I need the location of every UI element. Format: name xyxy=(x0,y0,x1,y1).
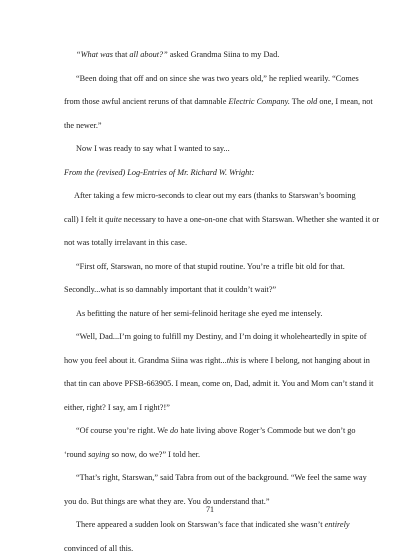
text-line xyxy=(64,372,358,396)
text-run: that xyxy=(113,50,130,59)
text-run: There appeared a sudden look on Starswan’s face that indicated she wasn’t xyxy=(76,520,325,529)
text-line xyxy=(64,255,358,279)
text-run: “Well, Dad...I’m going to fulfill my Destiny, and I’m doing it wholeheartedly in spite of xyxy=(76,332,366,341)
text-run: one, I mean, not xyxy=(317,97,372,106)
text-run: hate living above Roger’s Commode but we don’t go xyxy=(178,426,355,435)
italic-text: was xyxy=(100,50,113,59)
body-text xyxy=(64,43,358,560)
text-line xyxy=(64,208,358,232)
section-heading xyxy=(64,161,358,185)
text-run: the newer.” xyxy=(64,121,102,130)
text-line xyxy=(64,396,358,420)
text-line xyxy=(64,349,358,373)
text-run: asked Grandma Siina to my Dad. xyxy=(168,50,280,59)
text-run: convinced of all this. xyxy=(64,544,133,553)
italic-text: From the (revised) Log-Entries of Mr. Richard W. Wright: xyxy=(64,168,254,177)
text-run: from those awful ancient reruns of that damnable xyxy=(64,97,228,106)
text-run: “Been doing that off and on since she was two years old,” he replied wearily. “Comes xyxy=(76,74,359,83)
italic-text: Electric Company. xyxy=(228,97,289,106)
italic-text: quite xyxy=(105,215,122,224)
italic-text: all about?” xyxy=(129,50,167,59)
text-line xyxy=(64,325,358,349)
text-run: As befitting the nature of her semi-felinoid heritage she eyed me intensely. xyxy=(76,309,322,318)
text-run: Now I was ready to say what I wanted to say... xyxy=(76,144,230,153)
text-run: either, right? I say, am I right?!” xyxy=(64,403,170,412)
text-line xyxy=(64,231,358,255)
text-run: how you feel about it. Grandma Siina was right... xyxy=(64,356,227,365)
italic-text: saying xyxy=(88,450,110,459)
text-run: “That’s right, Starswan,” said Tabra from out of the background. “We feel the same way xyxy=(76,473,367,482)
italic-text: do xyxy=(170,426,178,435)
text-run: not was totally irrelavant in this case. xyxy=(64,238,187,247)
text-line xyxy=(64,90,358,114)
italic-text: old xyxy=(307,97,318,106)
text-run: The xyxy=(290,97,307,106)
italic-text: entirely xyxy=(325,520,350,529)
text-line xyxy=(64,302,358,326)
text-run: you do. But things are what they are. You do understand that.” xyxy=(64,497,270,506)
text-run: is where I belong, not hanging about in xyxy=(239,356,370,365)
text-line xyxy=(64,513,358,537)
text-run: that tin can above PFSB-663905. I mean, come on, Dad, admit it. You and Mom can’t stand it xyxy=(64,379,373,388)
text-run: necessary to have a one-on-one chat with Starswan. Whether she wanted it or xyxy=(122,215,379,224)
italic-text: “What xyxy=(76,50,100,59)
text-line xyxy=(64,67,358,91)
text-line xyxy=(64,43,358,67)
text-run: Secondly...what is so damnably important that it couldn’t wait?” xyxy=(64,285,276,294)
page-number: 71 xyxy=(0,505,420,514)
text-run: “Of course you’re right. We xyxy=(76,426,170,435)
text-run: so now, do we?” I told her. xyxy=(110,450,200,459)
italic-text: this xyxy=(227,356,239,365)
text-line xyxy=(64,466,358,490)
text-run: After taking a few micro-seconds to clear out my ears (thanks to Starswan’s booming xyxy=(74,191,356,200)
text-line xyxy=(64,114,358,138)
text-run: call) I felt it xyxy=(64,215,105,224)
text-line xyxy=(64,419,358,443)
text-line xyxy=(64,443,358,467)
text-run: “First off, Starswan, no more of that stupid routine. You’re a trifle bit old for that. xyxy=(76,262,345,271)
text-line xyxy=(64,137,358,161)
text-run: ‘round xyxy=(64,450,88,459)
text-line xyxy=(64,184,358,208)
text-line xyxy=(64,278,358,302)
text-line xyxy=(64,537,358,560)
